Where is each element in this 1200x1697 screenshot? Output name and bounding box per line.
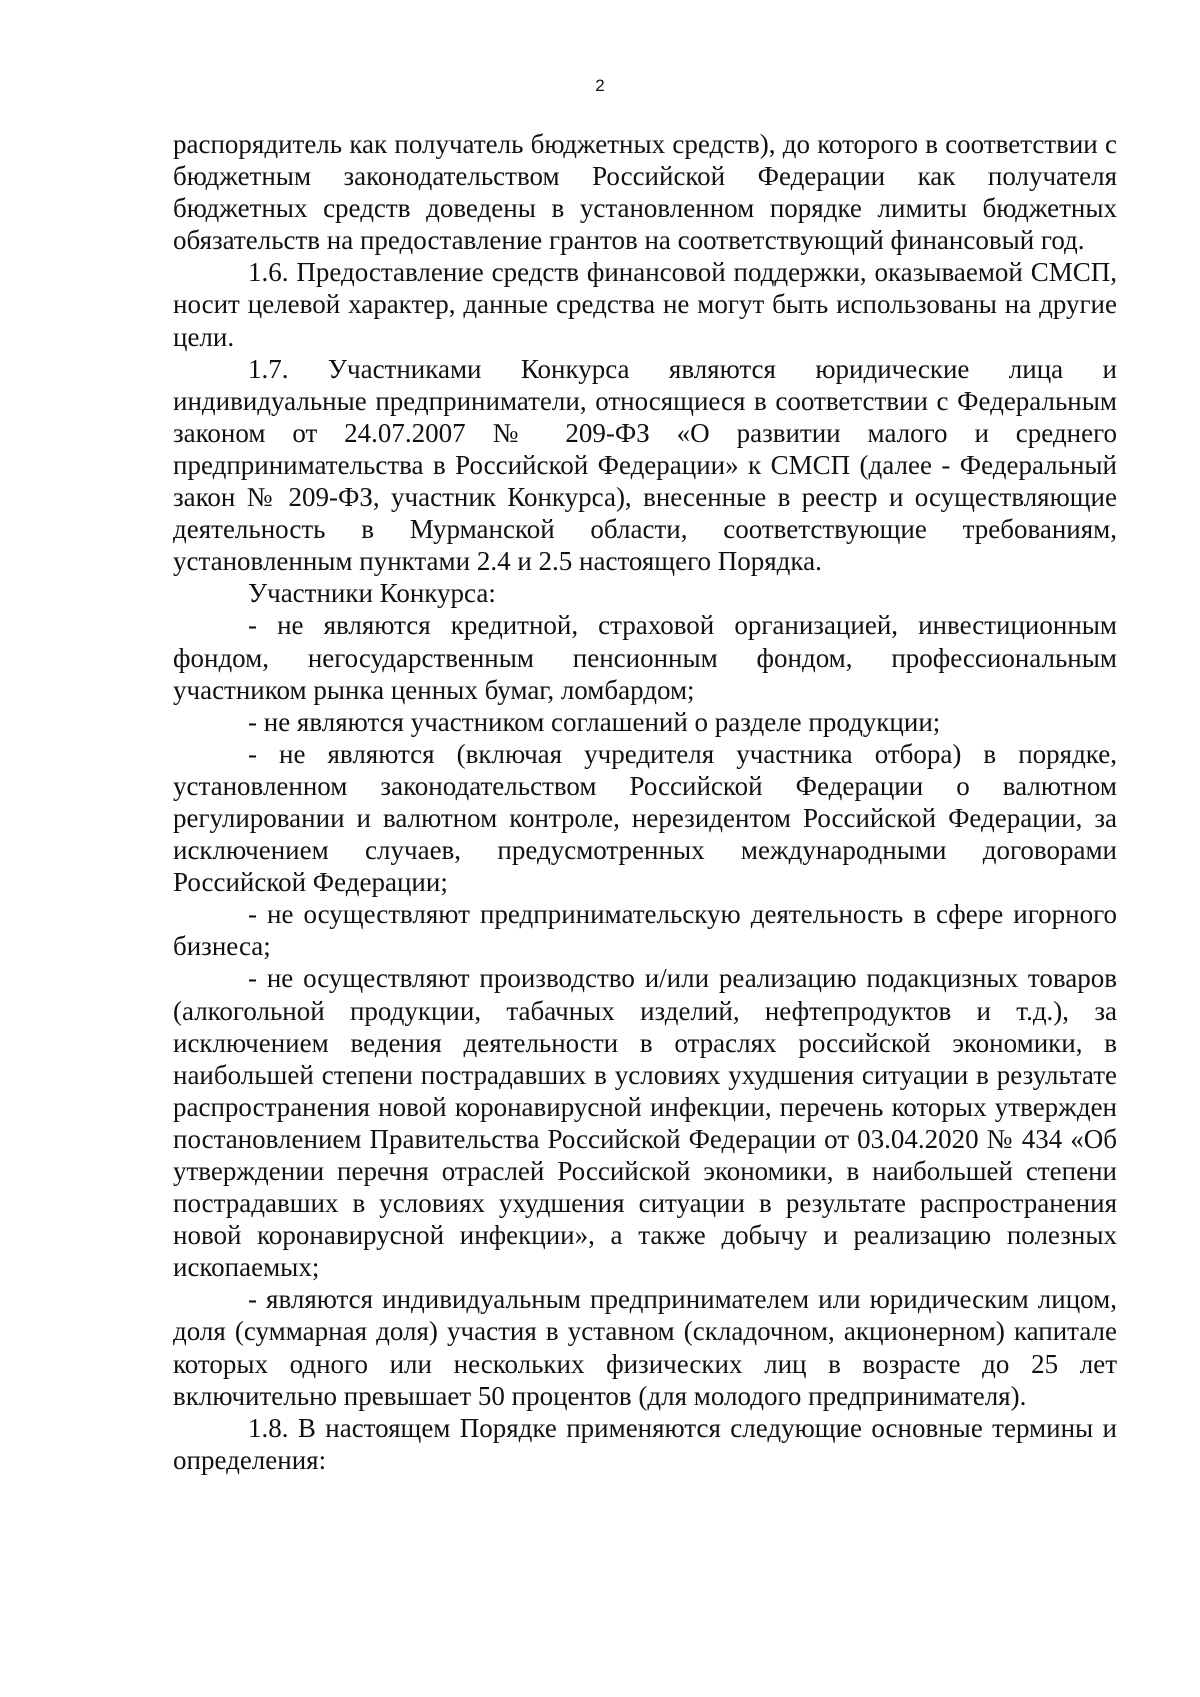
list-item-not-nonresident: - не являются (включая учредителя участника отбора) в порядке, установленном законодательством Российской Федерации о валютном регулировании и валютном контроле, нерезидентом Российской Федерации, за исключением случаев, предусмотренных международными договорами Российской Федерации; [173,738,1117,898]
paragraph-1-6: 1.6. Предоставление средств финансовой поддержки, оказываемой СМСП, носит целевой характер, данные средства не могут быть использованы на другие цели. [173,257,1117,352]
list-item-not-gambling: - не осуществляют предпринимательскую деятельность в сфере игорного бизнеса; [173,899,1117,962]
paragraph-participants-heading: Участники Конкурса: [248,578,496,609]
document-body [173,128,1117,1476]
list-item-not-excise-goods: - не осуществляют производство и/или реализацию подакцизных товаров (алкогольной продукции, табачных изделий, нефтепродуктов и т.д.), за исключением ведения деятельности в отраслях российской экономики, в наибольшей степени пострадавших в условиях ухудшения ситуации в результате распространения новой коронавирусной инфекции, перечень которых утвержден постановлением Правительства Российской Федерации от 03.04.2020 № 434 «Об утверждении перечня отраслей Российской экономики, в наибольшей степени пострадавших в условиях ухудшения ситуации в результате распространения новой коронавирусной инфекции», а также добычу и реализацию полезных ископаемых; [173,963,1117,1283]
paragraph-1-7: 1.7. Участниками Конкурса являются юридические лица и индивидуальные предприниматели, относящиеся в соответствии с Федеральным законом от 24.07.2007 № 209-ФЗ «О развитии малого и среднего предпринимательства в Российской Федерации» к СМСП (далее - Федеральный закон № 209-ФЗ, участник Конкурса), внесенные в реестр и осуществляющие деятельность в Мурманской области, соответствующие требованиям, установленным пунктами 2.4 и 2.5 настоящего Порядка. [173,353,1117,577]
paragraph-1-8: 1.8. В настоящем Порядке применяются следующие основные термины и определения: [173,1412,1117,1475]
list-item-not-credit-org: - не являются кредитной, страховой организацией, инвестиционным фондом, негосударственным пенсионным фондом, профессиональным участником рынка ценных бумаг, ломбардом; [173,610,1117,705]
list-item-young-entrepreneur: - являются индивидуальным предпринимателем или юридическим лицом, доля (суммарная доля) участия в уставном (складочном, акционерном) капитале которых одного или нескольких физических лиц в возрасте до 25 лет включительно превышает 50 процентов (для молодого предпринимателя). [173,1284,1117,1411]
paragraph-continuation: распорядитель как получатель бюджетных средств), до которого в соответствии с бюджетным законодательством Российской Федерации как получателя бюджетных средств доведены в установленном порядке лимиты бюджетных обязательств на предоставление грантов на соответствующий финансовый год. [173,129,1117,256]
list-item-not-psa-party: - не являются участником соглашений о разделе продукции; [248,706,941,737]
page-number: 2 [595,76,605,95]
